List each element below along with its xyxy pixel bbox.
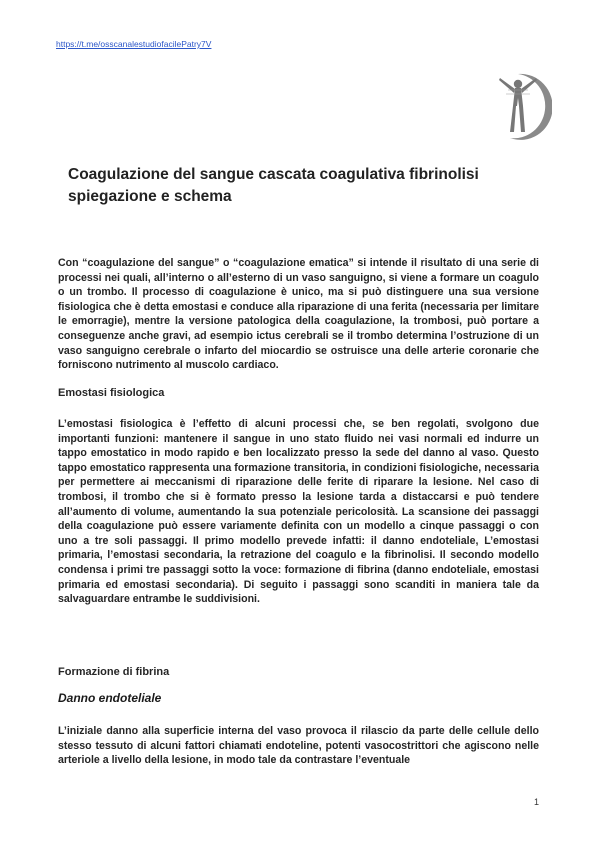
heading-emostasi-fisiologica: Emostasi fisiologica bbox=[58, 387, 165, 399]
page-number: 1 bbox=[534, 797, 540, 807]
paragraph-emostasi: L’emostasi fisiologica è l’effetto di alcuni processi che, se ben regolati, svolgono due importanti funzioni: mantenere il sangue in uno stato fluido nei vasi normali ed indurre un tappo emostatico in modo rapido e ben localizzato presso la sede del danno al vaso. Questo tappo emostatico rappresenta una formazione transitoria, in condizioni fisiologiche, necessaria per permettere ai meccanismi di riparazione delle ferite di riparare la lesione. Nel caso di trombosi, il trombo che si è formato presso la lesione tarda a distaccarsi e può tendere all’aumento di volume, aumentando la sua potenziale pericolosità. La scansione dei passaggi della coagulazione può essere variamente definita con un modello a cinque passaggi o con uno a tre soli passaggi. Il primo modello prevede infatti: il danno endoteliale, L’emostasi primaria, l’emostasi secondaria, la retrazione del coagulo e la fibrinolisi. Il secondo modello condensa i primi tre passaggi sotto la voce: formazione di fibrina (danno endoteliale, emostasi primaria ed emostasi secondaria). Di seguito i passaggi sono scanditi in maniera tale da salvaguardare entrambe le suddivisioni. bbox=[58, 418, 539, 606]
document-title: Coagulazione del sangue cascata coagulativa fibrinolisi spiegazione e schema bbox=[68, 166, 479, 205]
subheading-danno-endoteliale: Danno endoteliale bbox=[58, 691, 162, 705]
paragraph-danno-endoteliale: L’iniziale danno alla superficie interna del vaso provoca il rilascio da parte delle cellule dello stesso tessuto di alcuni fattori chiamati endoteline, potenti vasocostrittori che agiscono nelle arteriole a livello della lesione, in modo tale da contrastare l’eventuale bbox=[58, 725, 539, 767]
heading-formazione-fibrina: Formazione di fibrina bbox=[58, 666, 170, 678]
paragraph-intro: Con “coagulazione del sangue” o “coagulazione ematica” si intende il risultato di una serie di processi nei quali, all’interno o all’esterno di un vaso sanguigno, si viene a formare un coagulo o un trombo. Il processo di coagulazione è unico, ma si può distinguere una sua versione fisiologica che è detta emostasi e conduce alla riparazione di una ferita (necessaria per limitare le emorragie), mentre la versione patologica della coagulazione, la trombosi, può portare a conseguenze anche gravi, ad esempio ictus cerebrali se il trombo determina l’ostruzione di un vaso sanguigno cerebrale o infarto del miocardio se ostruisce una delle arterie coronarie che forniscono nutrimento al muscolo cardiaco. bbox=[58, 257, 539, 372]
telegram-link[interactable]: https://t.me/osscanalestudiofacilePatry7V bbox=[56, 39, 212, 49]
human-figure-logo-icon bbox=[488, 70, 552, 142]
